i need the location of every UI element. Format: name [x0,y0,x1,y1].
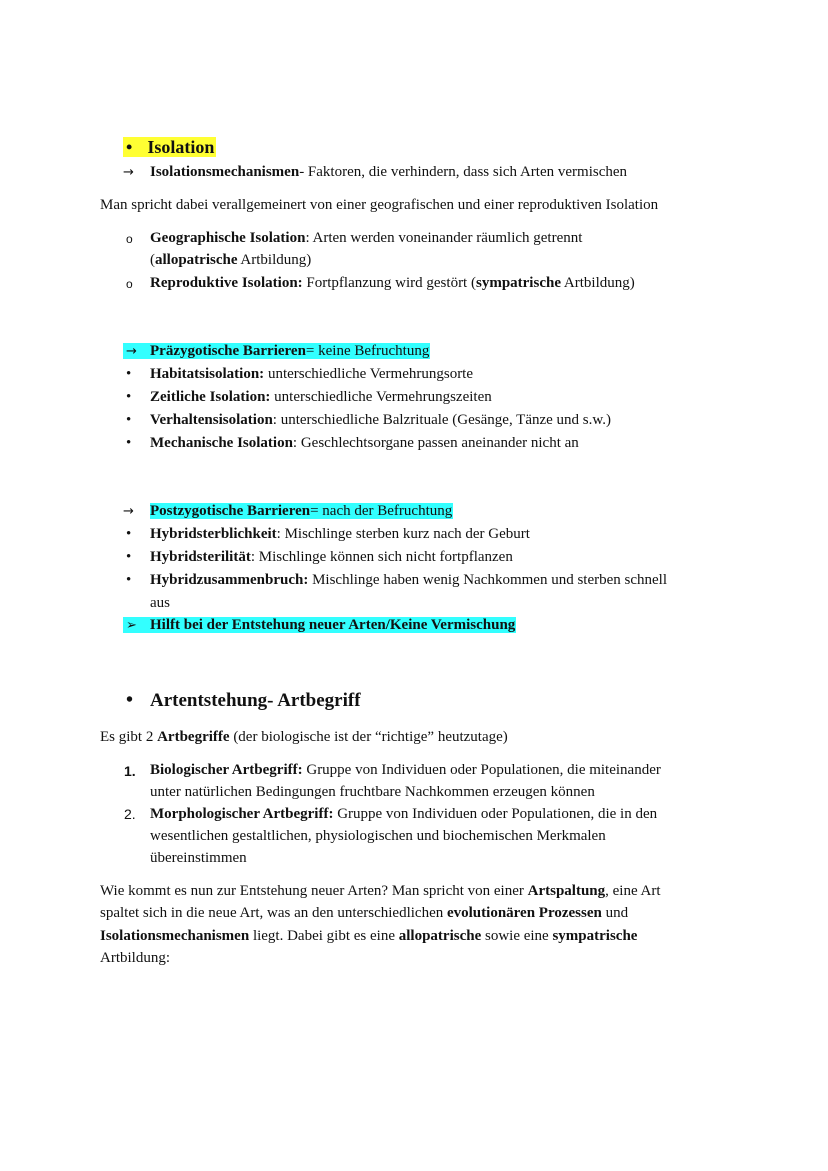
geo-text: : Arten werden voneinander räumlich getrennt [305,230,583,246]
item-text: unterschiedliche Vermehrungsorte [264,366,474,382]
geo-isolation-line1 [150,228,582,248]
repro-paren-rest: Artbildung) [560,275,635,291]
list-item [150,433,579,453]
postzygotisch-term: Postzygotische Barrieren [150,503,311,519]
def-term: Morphologischer Artbegriff: [150,806,334,822]
item-term: Habitatsisolation: [150,366,265,382]
def-line [150,804,657,824]
conclusion-text: Hilft bei der Entstehung neuer Arten/Keine Vermischung [150,617,516,633]
paragraph-line [100,881,661,901]
list-item [150,570,667,590]
geo-term: Geographische Isolation [150,230,306,246]
bullet-icon: • [126,572,132,588]
para-term: Artspaltung [527,883,606,899]
bullet-icon: • [126,549,132,565]
repro-text: Fortpflanzung wird gestört ( [302,275,476,291]
praezygotisch-term: Präzygotische Barrieren [150,343,306,359]
bullet-icon: • [126,412,132,428]
praezygotisch-def: = keine Befruchtung [305,343,430,359]
isolation-intro: Man spricht dabei verallgemeinert von einer geografischen und einer reproduktiven Isolation [100,197,659,213]
geo-isolation-line2 [150,250,311,270]
postzygotisch-def: = nach der Befruchtung [310,503,453,519]
para-term: allopatrische [398,928,482,944]
def-line [150,760,661,780]
para-term: evolutionären Prozessen [446,905,602,921]
intro-text: Es gibt 2 [100,729,158,745]
def-term: Biologischer Artbegriff: [150,762,303,778]
def-line: wesentlichen gestaltlichen, physiologischen und biochemischen Merkmalen [150,828,606,844]
item-text: : unterschiedliche Balzrituale (Gesänge, Tänze und s.w.) [272,412,611,428]
item-text: unterschiedliche Vermehrungszeiten [270,389,492,405]
repro-term: Reproduktive Isolation: [150,275,303,291]
item-term: Verhaltensisolation [150,412,273,428]
list-item [150,547,513,567]
pointer-icon: ➢ [126,618,137,633]
para-text: , eine Art [605,883,661,899]
list-item [150,524,530,544]
repro-isolation-line [150,273,635,293]
paragraph-line [100,903,628,923]
arrow-icon: → [123,504,134,519]
geo-paren: ( [150,252,155,268]
def-text: Gruppe von Individuen oder Populationen, die in den [333,806,658,822]
conclusion-highlight [123,617,516,633]
isolation-mech-line [123,162,627,183]
paragraph-line [100,926,637,946]
bullet-icon: • [126,435,132,451]
bullet-icon: • [126,389,132,405]
def-line: übereinstimmen [150,850,247,866]
artbegriffe-intro [100,727,508,747]
list-number: 2. [124,806,136,822]
para-text: sowie eine [481,928,553,944]
item-term: Hybridsterilität [150,549,251,565]
item-term: Zeitliche Isolation: [150,389,271,405]
def-text: Gruppe von Individuen oder Populationen, die miteinander [302,762,661,778]
item-term: Hybridzusammenbruch: [150,572,309,588]
isolation-heading-highlight [123,137,216,157]
praezygotisch-highlight [123,343,430,359]
geo-paren-term: allopatrische [155,252,238,268]
list-item [150,410,611,430]
para-text: liegt. Dabei gibt es eine [249,928,399,944]
para-term: sympatrische [552,928,638,944]
para-text: und [601,905,629,921]
conclusion-line [123,615,516,636]
paragraph-line: Artbildung: [100,950,170,966]
bullet-icon: • [126,137,133,157]
intro-term: Artbegriffe [157,729,230,745]
artentstehung-heading: Artentstehung- Artbegriff [150,690,361,711]
bullet-icon: • [126,526,132,542]
artentstehung-heading-line [126,688,361,715]
bullet-icon: • [126,366,132,382]
mech-term: Isolationsmechanismen [150,164,300,180]
item-text: Mischlinge haben wenig Nachkommen und sterben schnell [308,572,668,588]
def-line: unter natürlichen Bedingungen fruchtbare Nachkommen erzeugen können [150,784,595,800]
item-text: : Mischlinge können sich nicht fortpflanzen [250,549,513,565]
list-item [150,364,473,384]
isolation-heading: Isolation [147,137,215,157]
repro-paren-term: sympatrische [475,275,561,291]
circle-bullet-icon: o [126,232,133,246]
para-text: Wie kommt es nun zur Entstehung neuer Arten? Man spricht von einer [100,883,528,899]
para-text: spaltet sich in die neue Art, was an den unterschiedlichen [100,905,447,921]
praezygotisch-heading-line [123,341,430,362]
list-number: 1. [124,763,136,779]
item-term: Mechanische Isolation [150,435,293,451]
circle-bullet-icon: o [126,277,133,291]
arrow-icon: → [123,165,134,180]
arrow-icon: → [126,344,137,359]
item-text: : Geschlechtsorgane passen aneinander nicht an [292,435,579,451]
geo-paren-rest: Artbildung) [237,252,312,268]
item-text: : Mischlinge sterben kurz nach der Geburt [276,526,530,542]
list-item-continuation: aus [150,595,170,611]
postzygotisch-heading-line [123,501,453,522]
item-term: Hybridsterblichkeit [150,526,277,542]
bullet-icon: • [126,689,134,711]
list-item [150,387,492,407]
isolation-heading-line [123,135,216,161]
mech-def: - Faktoren, die verhindern, dass sich Arten vermischen [299,164,628,180]
intro-rest: (der biologische ist der “richtige” heutzutage) [229,729,508,745]
para-term: Isolationsmechanismen [100,928,250,944]
postzygotisch-highlight [150,503,453,519]
